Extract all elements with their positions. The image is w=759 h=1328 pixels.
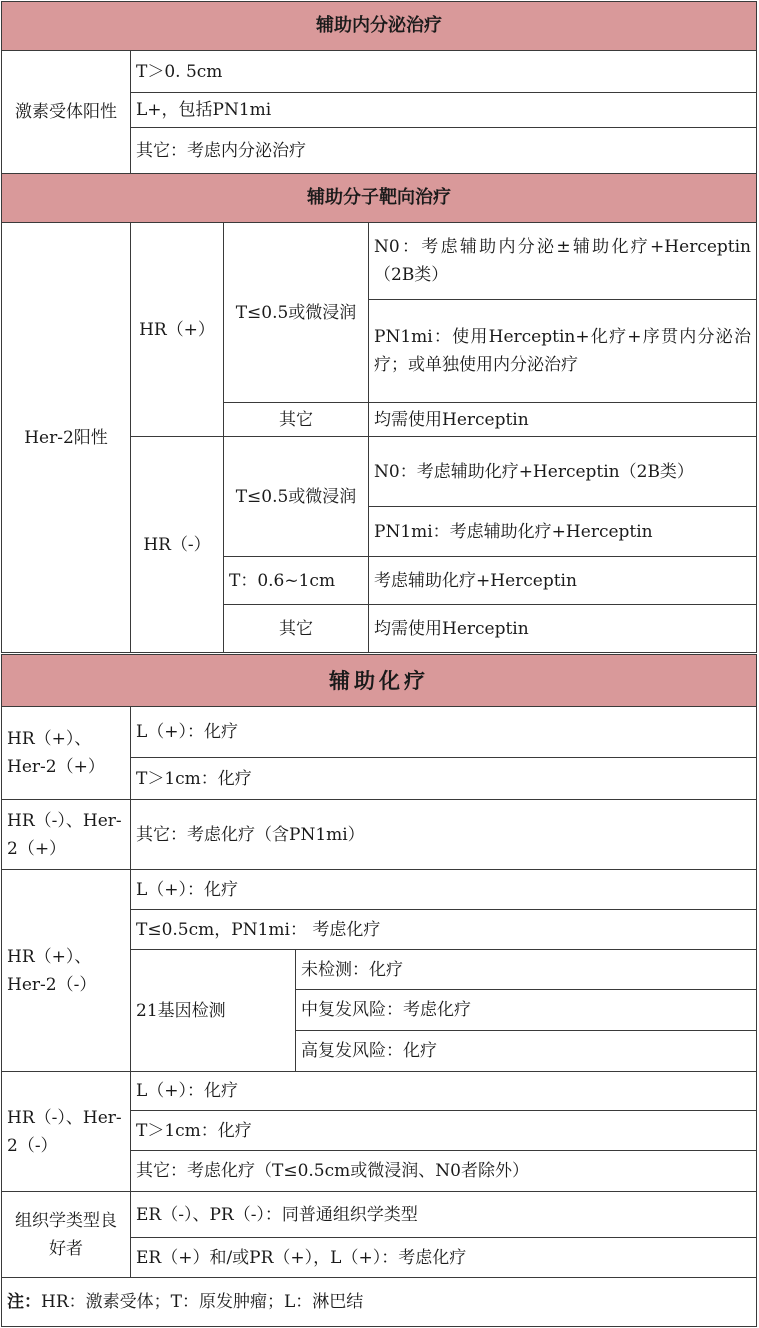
hr-positive-other-label: 其它 [223, 402, 369, 437]
hr-negative-t-mid-label: T：0.6~1cm [223, 556, 369, 605]
hr-negative-n0-text: N0：考虑辅助化疗+Herceptin（2B类） [368, 436, 757, 507]
chemo-g5-row-1: ER（-）、PR（-）：同普通组织学类型 [130, 1191, 757, 1238]
hr-negative-t-mid-text: 考虑辅助化疗+Herceptin [368, 556, 757, 605]
hr-positive-t-small: T≤0.5或微浸润 [223, 222, 369, 403]
hr-negative-label: HR（-） [130, 436, 224, 653]
chemo-g3-row-2: T≤0.5cm，PN1mi： 考虑化疗 [130, 909, 757, 950]
footnote-prefix: 注： [7, 1292, 41, 1312]
endocrine-row-3: 其它：考虑内分泌治疗 [130, 127, 757, 174]
hr-positive-label: HR（+） [130, 222, 224, 437]
group-label-hr-pos-her2-pos: HR（+）、Her-2（+） [1, 706, 131, 800]
chemo-g4-row-3: 其它：考虑化疗（T≤0.5cm或微浸润、N0者除外） [130, 1150, 757, 1192]
group-label-hr-positive: 激素受体阳性 [1, 50, 131, 174]
chemo-g1-row-2: T＞1cm：化疗 [130, 757, 757, 800]
hr-negative-other-text: 均需使用Herceptin [368, 604, 757, 653]
endocrine-row-2: L+，包括PN1mi [130, 92, 757, 128]
group-label-her2-positive: Her-2阳性 [1, 222, 131, 653]
endocrine-row-1: T＞0. 5cm [130, 50, 757, 93]
chemo-g3-row-1: L（+）：化疗 [130, 869, 757, 910]
group-label-hr-neg-her2-pos: HR（-）、Her-2（+） [1, 799, 131, 870]
chemo-g2-row-1: 其它：考虑化疗（含PN1mi） [130, 799, 757, 870]
section-header-endocrine: 辅助内分泌治疗 [1, 1, 757, 51]
group-label-hr-pos-her2-neg: HR（+）、Her-2（-） [1, 869, 131, 1072]
chemo-g4-row-2: T＞1cm：化疗 [130, 1110, 757, 1151]
hr-positive-pn1mi-text: PN1mi：使用Herceptin+化疗+序贯内分泌治疗；或单独使用内分泌治疗 [368, 299, 757, 403]
group-label-favorable-histology: 组织学类型良好者 [1, 1191, 131, 1278]
hr-negative-other-label: 其它 [223, 604, 369, 653]
gene-row-high-risk: 高复发风险：化疗 [295, 1030, 757, 1072]
chemo-g5-row-2: ER（+）和/或PR（+），L（+）：考虑化疗 [130, 1237, 757, 1278]
section-header-targeted: 辅助分子靶向治疗 [1, 173, 757, 223]
hr-positive-n0-text: N0：考虑辅助内分泌±辅助化疗+Herceptin（2B类） [368, 222, 757, 300]
hr-negative-t-small: T≤0.5或微浸润 [223, 436, 369, 557]
chemo-g1-row-1: L（+）：化疗 [130, 706, 757, 758]
gene-row-untested: 未检测：化疗 [295, 949, 757, 990]
gene-test-label: 21基因检测 [130, 949, 296, 1072]
section-header-chemo: 辅助化疗 [1, 654, 757, 707]
hr-positive-other-text: 均需使用Herceptin [368, 402, 757, 437]
footnote-text: HR：激素受体；T：原发肿瘤；L：淋巴结 [41, 1292, 364, 1312]
footnote [1, 1277, 757, 1327]
group-label-hr-neg-her2-neg: HR（-）、Her-2（-） [1, 1071, 131, 1192]
gene-row-mid-risk: 中复发风险：考虑化疗 [295, 989, 757, 1031]
hr-negative-pn1mi-text: PN1mi：考虑辅助化疗+Herceptin [368, 506, 757, 557]
chemo-g4-row-1: L（+）：化疗 [130, 1071, 757, 1111]
